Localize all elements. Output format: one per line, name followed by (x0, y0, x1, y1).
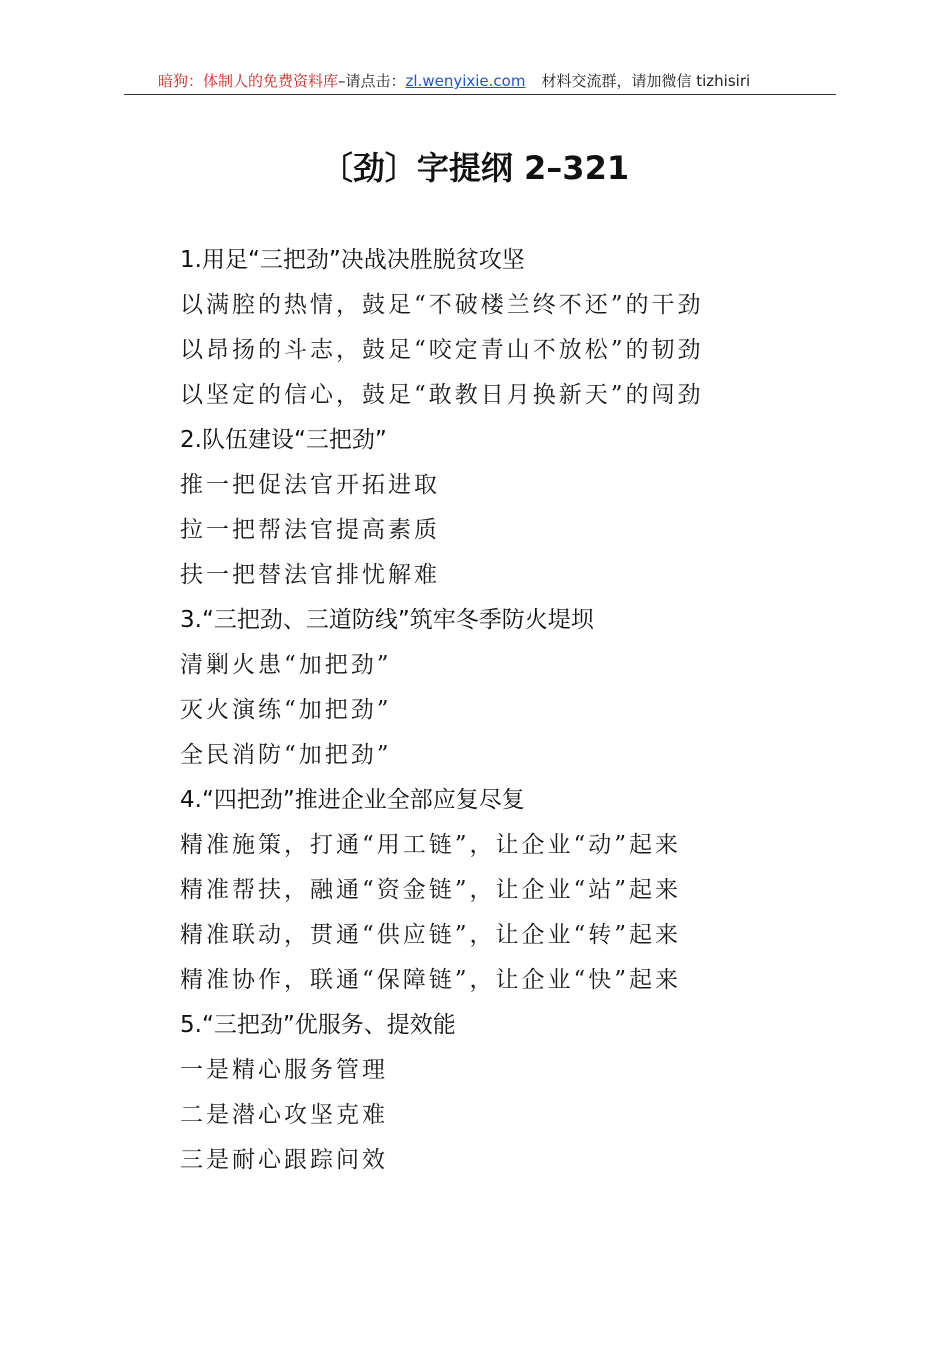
list-item: 精准协作，联通“保障链”，让企业“快”起来 (180, 967, 682, 993)
document-title: 〔劲〕字提纲 2–321 (320, 149, 630, 187)
list-item: 以坚定的信心，鼓足“敢教日月换新天”的闯劲 (180, 382, 704, 408)
list-item: 精准帮扶，融通“资金链”，让企业“站”起来 (180, 877, 682, 903)
list-item: 推一把促法官开拓进取 (180, 472, 440, 498)
list-item: 精准联动，贯通“供应链”，让企业“转”起来 (180, 922, 682, 948)
section-heading-1: 1.用足“三把劲”决战决胜脱贫攻坚 (180, 247, 525, 273)
outline (180, 238, 740, 1183)
list-item: 三是耐心跟踪问效 (180, 1147, 388, 1173)
header-link[interactable]: zl.wenyixie.com (405, 72, 526, 90)
list-item: 精准施策，打通“用工链”，让企业“动”起来 (180, 832, 682, 858)
section-heading-2: 2.队伍建设“三把劲” (180, 427, 387, 453)
list-item: 清剿火患“加把劲” (180, 652, 392, 678)
list-item: 灭火演练“加把劲” (180, 697, 392, 723)
header-prompt: –请点击： (338, 72, 406, 90)
list-item: 扶一把替法官排忧解难 (180, 562, 440, 588)
section-heading-5: 5.“三把劲”优服务、提效能 (180, 1012, 456, 1038)
section-heading-3: 3.“三把劲、三道防线”筑牢冬季防火堤坝 (180, 607, 594, 633)
header-brand: 暗狗：体制人的免费资料库 (158, 72, 339, 90)
list-item: 二是潜心攻坚克难 (180, 1102, 388, 1128)
list-item: 全民消防“加把劲” (180, 742, 392, 768)
section-heading-4: 4.“四把劲”推进企业全部应复尽复 (180, 787, 525, 813)
list-item: 拉一把帮法官提高素质 (180, 517, 440, 543)
list-item: 以满腔的热情，鼓足“不破楼兰终不还”的干劲 (180, 292, 704, 318)
list-item: 一是精心服务管理 (180, 1057, 388, 1083)
page-header (124, 70, 836, 95)
list-item: 以昂扬的斗志，鼓足“咬定青山不放松”的韧劲 (180, 337, 704, 363)
header-note: 材料交流群，请加微信 tizhisiri (541, 72, 751, 90)
